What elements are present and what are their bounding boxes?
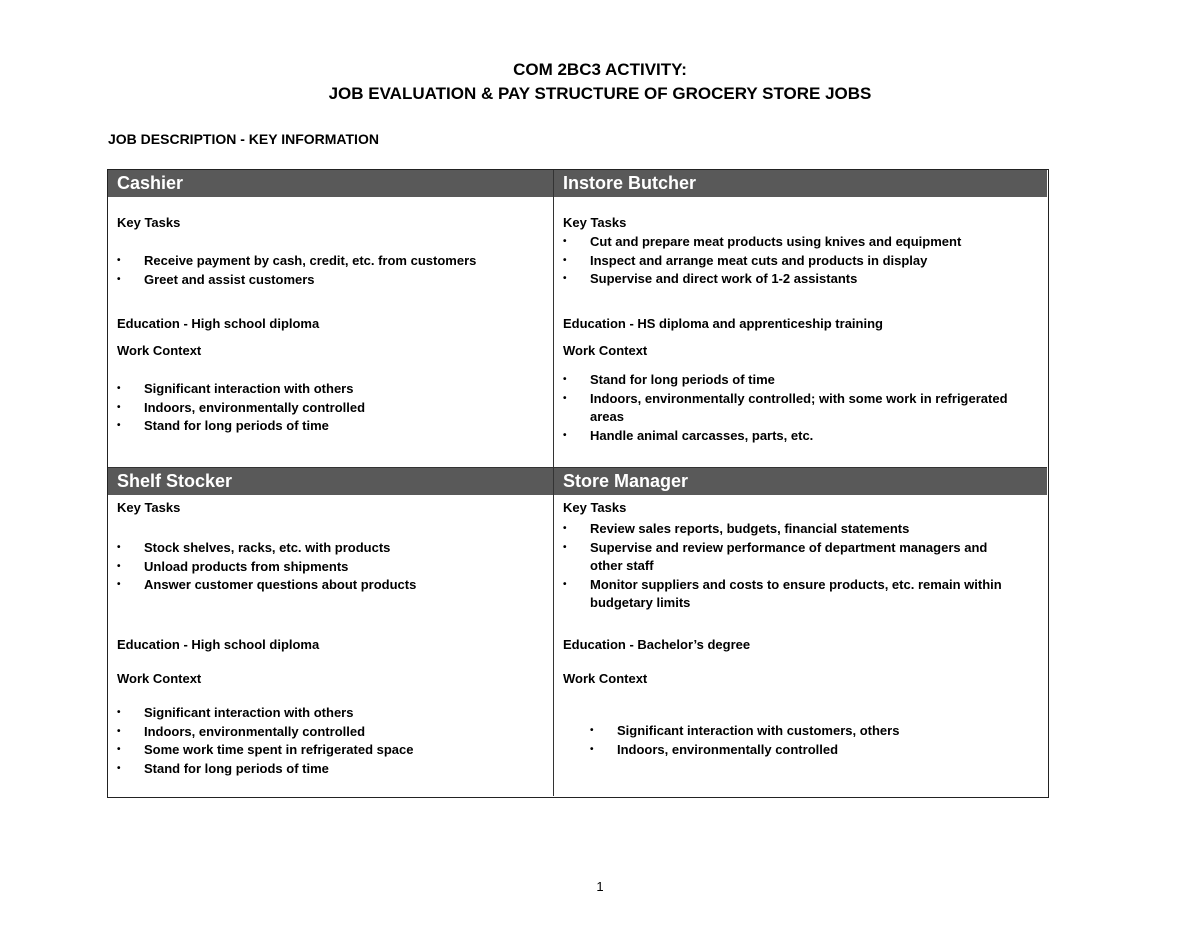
list-item: • Stand for long periods of time (117, 760, 533, 779)
butcher-education: Education - HS diploma and apprenticeship training (563, 316, 883, 331)
job-card-shelf-stocker (108, 467, 553, 796)
list-item: • Answer customer questions about products (117, 576, 533, 595)
key-tasks-label: Key Tasks (563, 215, 627, 230)
list-item: • Some work time spent in refrigerated space (117, 741, 533, 760)
list-item: • Significant interaction with customers, others (590, 722, 1027, 741)
document-title-line-1: COM 2BC3 ACTIVITY: (513, 60, 687, 79)
list-item: • Indoors, environmentally controlled (117, 399, 533, 418)
section-heading: JOB DESCRIPTION - KEY INFORMATION (108, 131, 379, 147)
work-context-label: Work Context (117, 343, 202, 358)
job-card-cashier (108, 170, 553, 467)
document-title-line-2: JOB EVALUATION & PAY STRUCTURE OF GROCERY STORE JOBS (328, 84, 872, 103)
list-item: • Indoors, environmentally controlled (590, 741, 1027, 760)
list-item: • Review sales reports, budgets, financial statements (563, 520, 1023, 539)
butcher-context-list (563, 371, 1017, 445)
work-context-label: Work Context (563, 343, 648, 358)
job-description-table (107, 169, 1049, 798)
work-context-label: Work Context (117, 671, 202, 686)
list-item: • Handle animal carcasses, parts, etc. (563, 427, 1017, 446)
key-tasks-label: Key Tasks (117, 500, 181, 515)
list-item: • Unload products from shipments (117, 558, 533, 577)
list-item: • Inspect and arrange meat cuts and products in display (563, 252, 1027, 271)
butcher-task-list (563, 233, 1027, 289)
job-title-cashier: Cashier (108, 170, 553, 197)
key-tasks-label: Key Tasks (117, 215, 181, 230)
list-item: • Indoors, environmentally controlled; with some work in refrigerated areas (563, 390, 1017, 427)
list-item: • Stock shelves, racks, etc. with products (117, 539, 533, 558)
list-item: • Cut and prepare meat products using knives and equipment (563, 233, 1027, 252)
manager-context-list (590, 722, 1027, 759)
list-item: • Greet and assist customers (117, 271, 533, 290)
page-number: 1 (596, 879, 604, 894)
key-tasks-label: Key Tasks (563, 500, 627, 515)
job-title-butcher: Instore Butcher (554, 170, 1047, 197)
list-item: • Supervise and direct work of 1-2 assistants (563, 270, 1027, 289)
cashier-education: Education - High school diploma (117, 316, 320, 331)
job-title-shelf-stocker: Shelf Stocker (108, 468, 553, 495)
cashier-context-list (117, 380, 533, 436)
manager-task-list (563, 520, 1023, 613)
job-title-store-manager: Store Manager (554, 468, 1047, 495)
list-item: • Significant interaction with others (117, 704, 533, 723)
stocker-task-list (117, 539, 533, 595)
list-item: • Monitor suppliers and costs to ensure products, etc. remain within budgetary limits (563, 576, 1023, 613)
manager-education: Education - Bachelor’s degree (563, 637, 751, 652)
stocker-context-list (117, 704, 533, 778)
list-item: • Stand for long periods of time (117, 417, 533, 436)
list-item: • Stand for long periods of time (563, 371, 1017, 390)
list-item: • Significant interaction with others (117, 380, 533, 399)
job-card-butcher (553, 170, 1047, 467)
work-context-label: Work Context (563, 671, 648, 686)
list-item: • Receive payment by cash, credit, etc. from customers (117, 252, 533, 271)
job-card-store-manager (553, 467, 1047, 796)
stocker-education: Education - High school diploma (117, 637, 320, 652)
list-item: • Supervise and review performance of department managers and other staff (563, 539, 1023, 576)
cashier-task-list (117, 252, 533, 289)
list-item: • Indoors, environmentally controlled (117, 723, 533, 742)
